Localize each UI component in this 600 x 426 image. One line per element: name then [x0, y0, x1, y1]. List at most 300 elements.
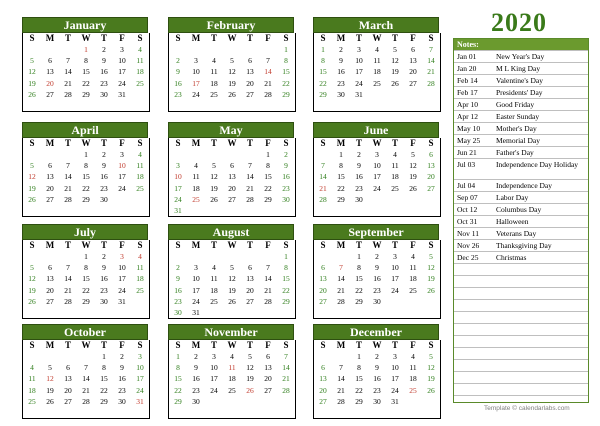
- day-cell: 19: [246, 374, 254, 384]
- weekday-header: W: [81, 340, 91, 350]
- holiday-date: Jul 03: [457, 160, 476, 169]
- empty-cell: [223, 251, 241, 262]
- day-cell: 16: [118, 374, 126, 384]
- day-cell: 13: [46, 172, 54, 182]
- empty-cell: [404, 205, 422, 216]
- day-cell: 21: [319, 183, 327, 193]
- day-cell: 11: [192, 172, 200, 182]
- day-cell: 21: [427, 67, 435, 77]
- day-cell: 16: [100, 67, 108, 77]
- day-cell: 7: [266, 56, 270, 66]
- day-cell: 7: [429, 45, 433, 55]
- holiday-date: Jul 04: [457, 181, 476, 190]
- day-cell: 29: [100, 396, 108, 406]
- empty-cell: [422, 307, 440, 318]
- day-cell: 30: [373, 396, 381, 406]
- day-cell: 11: [409, 263, 417, 273]
- empty-cell: [113, 100, 131, 111]
- weekday-header: S: [428, 33, 434, 43]
- holiday-date: Nov 11: [457, 229, 480, 238]
- day-cell: 6: [248, 263, 252, 273]
- day-cell: 30: [100, 296, 108, 306]
- empty-cell: [205, 407, 223, 418]
- day-cell: 28: [264, 89, 272, 99]
- notes-blank-line: [454, 311, 588, 323]
- day-cell: 13: [319, 374, 327, 384]
- day-cell: 27: [246, 89, 254, 99]
- day-cell: 6: [321, 363, 325, 373]
- day-cell: 25: [192, 194, 200, 204]
- day-cell: 7: [66, 263, 70, 273]
- day-cell: 22: [100, 385, 108, 395]
- day-cell: 24: [373, 183, 381, 193]
- empty-cell: [169, 44, 187, 55]
- empty-cell: [77, 307, 95, 318]
- empty-cell: [59, 100, 77, 111]
- weekday-header: T: [64, 240, 71, 250]
- day-cell: 11: [391, 161, 399, 171]
- day-cell: 15: [282, 67, 290, 77]
- day-cell: 5: [230, 56, 234, 66]
- empty-cell: [187, 251, 205, 262]
- empty-cell: [314, 407, 332, 418]
- day-cell: 25: [136, 78, 144, 88]
- day-cell: 23: [373, 385, 381, 395]
- day-cell: 7: [339, 263, 343, 273]
- day-cell: 1: [284, 45, 288, 55]
- weekday-header: T: [246, 240, 253, 250]
- holiday-name: Independence Day Holiday: [496, 160, 579, 169]
- day-cell: 12: [246, 363, 254, 373]
- day-cell: 13: [409, 56, 417, 66]
- empty-cell: [314, 307, 332, 318]
- weekday-header: S: [283, 33, 289, 43]
- month-grid: [313, 340, 441, 419]
- day-cell: 29: [174, 396, 182, 406]
- day-cell: 9: [339, 56, 343, 66]
- empty-cell: [169, 149, 187, 160]
- month-may: [168, 122, 294, 217]
- empty-cell: [113, 194, 131, 205]
- holiday-row: [454, 110, 588, 122]
- day-cell: 19: [391, 67, 399, 77]
- empty-cell: [23, 351, 41, 362]
- day-cell: 5: [30, 161, 34, 171]
- day-cell: 21: [82, 385, 90, 395]
- empty-cell: [223, 307, 241, 318]
- day-cell: 8: [176, 363, 180, 373]
- day-cell: 14: [264, 67, 272, 77]
- day-cell: 28: [264, 296, 272, 306]
- day-cell: 22: [174, 385, 182, 395]
- weekday-header: M: [45, 240, 55, 250]
- day-cell: 15: [174, 374, 182, 384]
- day-cell: 11: [210, 67, 218, 77]
- month-grid: [168, 240, 296, 319]
- day-cell: 22: [319, 78, 327, 88]
- holiday-row: [454, 74, 588, 86]
- empty-cell: [95, 205, 113, 216]
- day-cell: 15: [82, 172, 90, 182]
- day-cell: 23: [100, 78, 108, 88]
- day-cell: 2: [357, 150, 361, 160]
- month-grid: [168, 33, 296, 112]
- day-cell: 7: [321, 161, 325, 171]
- empty-cell: [386, 296, 404, 307]
- day-cell: 26: [28, 296, 36, 306]
- empty-cell: [368, 89, 386, 100]
- empty-cell: [131, 307, 149, 318]
- empty-cell: [23, 44, 41, 55]
- day-cell: 18: [228, 374, 236, 384]
- weekday-header: T: [210, 240, 217, 250]
- empty-cell: [277, 307, 295, 318]
- day-cell: 8: [357, 363, 361, 373]
- weekday-header: T: [210, 33, 217, 43]
- month-february: [168, 17, 294, 112]
- holiday-name: Veterans Day: [496, 229, 537, 238]
- day-cell: 17: [373, 172, 381, 182]
- day-cell: 31: [355, 89, 363, 99]
- weekday-header: S: [283, 138, 289, 148]
- day-cell: 21: [282, 374, 290, 384]
- weekday-header: T: [64, 138, 71, 148]
- holiday-date: Feb 14: [457, 76, 478, 85]
- empty-cell: [223, 407, 241, 418]
- day-cell: 1: [84, 252, 88, 262]
- day-cell: 5: [30, 56, 34, 66]
- day-cell: 28: [64, 296, 72, 306]
- empty-cell: [368, 100, 386, 111]
- day-cell: 22: [355, 385, 363, 395]
- weekday-header: T: [355, 340, 362, 350]
- empty-cell: [386, 407, 404, 418]
- day-cell: 1: [357, 352, 361, 362]
- empty-cell: [241, 205, 259, 216]
- weekday-header: T: [210, 340, 217, 350]
- empty-cell: [404, 307, 422, 318]
- empty-cell: [404, 407, 422, 418]
- day-cell: 2: [102, 150, 106, 160]
- day-cell: 9: [194, 363, 198, 373]
- month-title: September: [313, 224, 439, 240]
- day-cell: 26: [391, 78, 399, 88]
- day-cell: 17: [355, 67, 363, 77]
- day-cell: 12: [46, 374, 54, 384]
- day-cell: 18: [136, 274, 144, 284]
- day-cell: 13: [246, 274, 254, 284]
- day-cell: 27: [46, 89, 54, 99]
- day-cell: 11: [228, 363, 236, 373]
- holiday-name: Mother's Day: [496, 124, 537, 133]
- day-cell: 12: [427, 263, 435, 273]
- day-cell: 25: [136, 183, 144, 193]
- day-cell: 15: [337, 172, 345, 182]
- day-cell: 13: [319, 274, 327, 284]
- weekday-header: F: [119, 138, 125, 148]
- weekday-header: S: [137, 340, 143, 350]
- day-cell: 16: [192, 374, 200, 384]
- day-cell: 28: [82, 396, 90, 406]
- holiday-date: May 25: [457, 136, 481, 145]
- day-cell: 11: [210, 274, 218, 284]
- day-cell: 13: [64, 374, 72, 384]
- weekday-header: W: [372, 240, 382, 250]
- day-cell: 21: [64, 285, 72, 295]
- day-cell: 28: [64, 89, 72, 99]
- day-cell: 5: [393, 45, 397, 55]
- weekday-header: M: [336, 138, 346, 148]
- month-grid: [22, 138, 150, 217]
- day-cell: 20: [319, 385, 327, 395]
- day-cell: 5: [429, 252, 433, 262]
- weekday-header: W: [227, 138, 237, 148]
- weekday-header: M: [336, 340, 346, 350]
- empty-cell: [259, 44, 277, 55]
- day-cell: 6: [411, 45, 415, 55]
- empty-cell: [95, 100, 113, 111]
- weekday-header: S: [283, 340, 289, 350]
- empty-cell: [77, 407, 95, 418]
- day-cell: 8: [102, 363, 106, 373]
- weekday-header: S: [175, 340, 181, 350]
- day-cell: 10: [136, 363, 144, 373]
- day-cell: 3: [138, 352, 142, 362]
- day-cell: 19: [28, 285, 36, 295]
- holiday-row: [454, 215, 588, 227]
- month-june: [313, 122, 439, 217]
- day-cell: 1: [321, 45, 325, 55]
- weekday-header: F: [119, 33, 125, 43]
- day-cell: 21: [337, 285, 345, 295]
- day-cell: 25: [409, 285, 417, 295]
- day-cell: 5: [248, 352, 252, 362]
- day-cell: 5: [212, 161, 216, 171]
- day-cell: 14: [64, 274, 72, 284]
- day-cell: 26: [246, 385, 254, 395]
- month-grid: [313, 138, 441, 217]
- day-cell: 8: [84, 161, 88, 171]
- empty-cell: [41, 251, 59, 262]
- notes-blank-line: [454, 371, 588, 383]
- empty-cell: [241, 149, 259, 160]
- day-cell: 24: [118, 78, 126, 88]
- weekday-header: F: [410, 138, 416, 148]
- month-title: April: [22, 122, 148, 138]
- day-cell: 29: [282, 89, 290, 99]
- empty-cell: [332, 351, 350, 362]
- holiday-date: Jan 01: [457, 52, 477, 61]
- empty-cell: [422, 407, 440, 418]
- day-cell: 10: [373, 161, 381, 171]
- day-cell: 30: [118, 396, 126, 406]
- day-cell: 23: [337, 78, 345, 88]
- day-cell: 16: [100, 274, 108, 284]
- weekday-header: M: [336, 33, 346, 43]
- empty-cell: [314, 351, 332, 362]
- day-cell: 16: [373, 374, 381, 384]
- holiday-name: M L King Day: [496, 64, 541, 73]
- day-cell: 12: [28, 67, 36, 77]
- holiday-date: Nov 26: [457, 241, 480, 250]
- holiday-name: Labor Day: [496, 193, 529, 202]
- month-grid: [168, 138, 296, 217]
- empty-cell: [368, 307, 386, 318]
- weekday-header: S: [320, 33, 326, 43]
- day-cell: 7: [266, 263, 270, 273]
- day-cell: 14: [246, 172, 254, 182]
- day-cell: 8: [357, 263, 361, 273]
- day-cell: 26: [228, 296, 236, 306]
- weekday-header: M: [191, 340, 201, 350]
- day-cell: 24: [192, 89, 200, 99]
- empty-cell: [386, 307, 404, 318]
- empty-cell: [241, 307, 259, 318]
- holiday-date: Sep 07: [457, 193, 478, 202]
- holiday-date: Apr 10: [457, 100, 479, 109]
- weekday-header: W: [227, 33, 237, 43]
- day-cell: 30: [174, 307, 182, 317]
- empty-cell: [404, 194, 422, 205]
- day-cell: 23: [174, 296, 182, 306]
- day-cell: 19: [409, 172, 417, 182]
- day-cell: 9: [102, 263, 106, 273]
- day-cell: 11: [409, 363, 417, 373]
- empty-cell: [41, 351, 59, 362]
- weekday-header: W: [81, 240, 91, 250]
- day-cell: 8: [321, 56, 325, 66]
- day-cell: 31: [192, 307, 200, 317]
- day-cell: 1: [84, 150, 88, 160]
- weekday-header: W: [81, 138, 91, 148]
- weekday-header: T: [64, 340, 71, 350]
- day-cell: 14: [82, 374, 90, 384]
- day-cell: 17: [192, 78, 200, 88]
- empty-cell: [41, 205, 59, 216]
- day-cell: 1: [266, 150, 270, 160]
- weekday-header: W: [372, 138, 382, 148]
- weekday-header: T: [100, 33, 107, 43]
- day-cell: 3: [393, 252, 397, 262]
- day-cell: 26: [28, 194, 36, 204]
- day-cell: 12: [228, 274, 236, 284]
- day-cell: 28: [337, 396, 345, 406]
- day-cell: 3: [194, 263, 198, 273]
- holiday-row: [454, 98, 588, 110]
- empty-cell: [131, 89, 149, 100]
- empty-cell: [113, 205, 131, 216]
- day-cell: 29: [82, 89, 90, 99]
- day-cell: 27: [319, 396, 327, 406]
- day-cell: 26: [409, 183, 417, 193]
- month-title: October: [22, 324, 148, 340]
- day-cell: 23: [373, 285, 381, 295]
- holiday-date: Oct 31: [457, 217, 478, 226]
- month-grid: [313, 240, 441, 319]
- day-cell: 14: [337, 374, 345, 384]
- day-cell: 7: [248, 161, 252, 171]
- day-cell: 19: [228, 78, 236, 88]
- notes-blank-line: [454, 335, 588, 347]
- day-cell: 10: [391, 263, 399, 273]
- day-cell: 1: [357, 252, 361, 262]
- month-title: May: [168, 122, 294, 138]
- day-cell: 14: [64, 67, 72, 77]
- day-cell: 3: [212, 352, 216, 362]
- day-cell: 20: [46, 183, 54, 193]
- notes-blank-line: [454, 347, 588, 359]
- day-cell: 16: [174, 78, 182, 88]
- empty-cell: [404, 396, 422, 407]
- weekday-header: W: [372, 33, 382, 43]
- month-title: February: [168, 17, 294, 33]
- empty-cell: [350, 100, 368, 111]
- day-cell: 27: [409, 78, 417, 88]
- day-cell: 30: [192, 396, 200, 406]
- holiday-name: Halloween: [496, 217, 529, 226]
- day-cell: 27: [46, 296, 54, 306]
- day-cell: 29: [355, 296, 363, 306]
- weekday-header: W: [81, 33, 91, 43]
- empty-cell: [187, 407, 205, 418]
- holiday-row: [454, 122, 588, 134]
- empty-cell: [187, 44, 205, 55]
- holiday-date: Jan 20: [457, 64, 477, 73]
- day-cell: 17: [391, 374, 399, 384]
- holiday-name: Presidents' Day: [496, 88, 543, 97]
- day-cell: 12: [228, 67, 236, 77]
- day-cell: 26: [427, 285, 435, 295]
- day-cell: 20: [46, 78, 54, 88]
- day-cell: 15: [82, 274, 90, 284]
- empty-cell: [41, 407, 59, 418]
- day-cell: 24: [174, 194, 182, 204]
- day-cell: 2: [375, 352, 379, 362]
- day-cell: 4: [194, 161, 198, 171]
- day-cell: 1: [84, 45, 88, 55]
- day-cell: 27: [228, 194, 236, 204]
- empty-cell: [131, 100, 149, 111]
- day-cell: 14: [319, 172, 327, 182]
- day-cell: 30: [100, 89, 108, 99]
- empty-cell: [187, 149, 205, 160]
- day-cell: 24: [118, 183, 126, 193]
- day-cell: 4: [212, 263, 216, 273]
- day-cell: 22: [282, 78, 290, 88]
- holiday-name: Memorial Day: [496, 136, 540, 145]
- day-cell: 28: [427, 78, 435, 88]
- day-cell: 7: [66, 56, 70, 66]
- day-cell: 15: [100, 374, 108, 384]
- empty-cell: [332, 100, 350, 111]
- weekday-header: F: [265, 340, 271, 350]
- year-title: 2020: [491, 8, 547, 37]
- day-cell: 18: [210, 285, 218, 295]
- day-cell: 27: [427, 183, 435, 193]
- day-cell: 7: [339, 363, 343, 373]
- empty-cell: [205, 100, 223, 111]
- day-cell: 3: [194, 56, 198, 66]
- month-grid: [313, 33, 441, 112]
- empty-cell: [205, 307, 223, 318]
- day-cell: 21: [337, 385, 345, 395]
- day-cell: 21: [264, 78, 272, 88]
- day-cell: 19: [210, 183, 218, 193]
- holiday-name: Christmas: [496, 253, 527, 262]
- day-cell: 26: [28, 89, 36, 99]
- empty-cell: [23, 251, 41, 262]
- day-cell: 14: [427, 56, 435, 66]
